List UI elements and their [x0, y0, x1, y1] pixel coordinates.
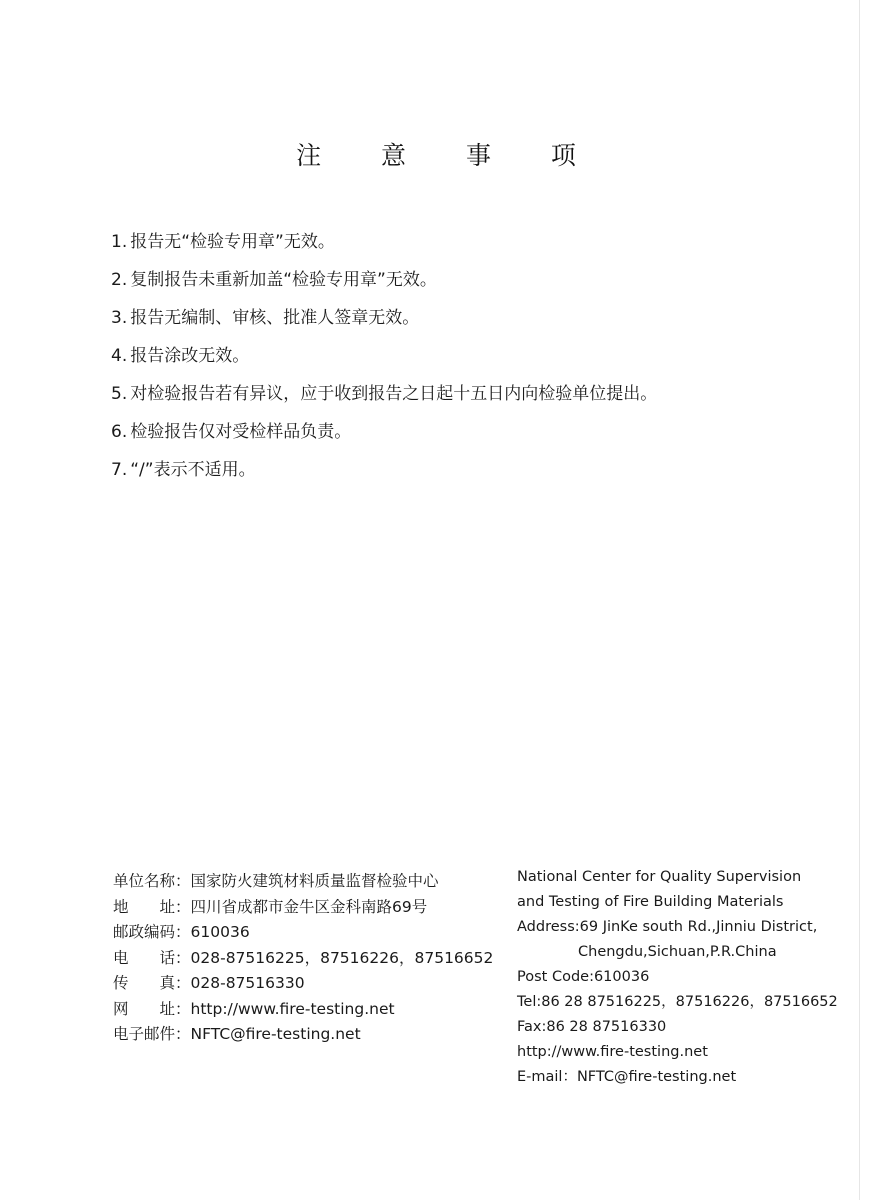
org-name-line2: and Testing of Fire Building Materials: [517, 894, 784, 910]
notice-item: [111, 342, 657, 380]
phone-value: 028-87516225，87516226，87516652: [190, 948, 494, 967]
postcode-row: [113, 921, 513, 947]
email-value: NFTC@fire-testing.net: [190, 1025, 361, 1043]
contact-info-english: [517, 866, 857, 1091]
notice-number: 4.: [111, 346, 128, 366]
phone-label: 电 话：: [113, 948, 191, 967]
postcode-label: 邮政编码：: [113, 923, 191, 941]
website-row: [113, 998, 513, 1024]
postcode-value: 610036: [190, 923, 250, 941]
notice-text: 报告涂改无效。: [130, 346, 250, 366]
address-line1: Address:69 JinKe south Rd.,Jinniu District,: [517, 919, 818, 935]
org-value: 国家防火建筑材料质量监督检验中心: [190, 872, 439, 890]
email-line: E-mail：NFTC@fire-testing.net: [517, 1069, 737, 1085]
fax-label: 传 真：: [113, 974, 191, 992]
notice-item: [111, 456, 657, 494]
website-line: http://www.fire-testing.net: [517, 1044, 708, 1060]
org-label: 单位名称：: [113, 872, 191, 890]
notice-number: 5.: [111, 384, 128, 404]
website-value: http://www.fire-testing.net: [190, 999, 395, 1018]
notice-text: 复制报告未重新加盖“检验专用章”无效。: [130, 270, 437, 290]
fax-value: 028-87516330: [190, 974, 305, 992]
notice-text: 报告无编制、审核、批准人签章无效。: [130, 308, 420, 328]
email-label: 电子邮件：: [113, 1025, 191, 1043]
address-line2: Chengdu,Sichuan,P.R.China: [578, 944, 777, 960]
phone-row: [113, 947, 513, 973]
notice-list: [111, 228, 657, 494]
website-label: 网 址：: [113, 999, 191, 1018]
address-label: 地 址：: [113, 897, 191, 916]
notice-item: [111, 304, 657, 342]
postcode-line: Post Code:610036: [517, 969, 650, 985]
notice-number: 2.: [111, 270, 128, 290]
notice-text: 对检验报告若有异议，应于收到报告之日起十五日内向检验单位提出。: [130, 384, 658, 404]
notice-text: “/”表示不适用。: [130, 460, 256, 480]
address-row: [113, 896, 513, 922]
org-row: [113, 870, 513, 896]
notice-number: 1.: [111, 232, 128, 252]
email-row: [113, 1023, 513, 1049]
notice-item: [111, 418, 657, 456]
org-name-line1: National Center for Quality Supervision: [517, 869, 802, 885]
notice-text: 检验报告仅对受检样品负责。: [130, 422, 352, 442]
page-title: 注 意 事 项: [296, 141, 602, 170]
fax-line: Fax:86 28 87516330: [517, 1019, 667, 1035]
phone-line: Tel:86 28 87516225，87516226，87516652: [517, 994, 838, 1010]
notice-item: [111, 266, 657, 304]
scan-edge-line: [859, 0, 860, 1200]
notice-item: [111, 380, 657, 418]
notice-number: 7.: [111, 460, 128, 480]
notice-text: 报告无“检验专用章”无效。: [130, 232, 335, 252]
notice-item: [111, 228, 657, 266]
address-value: 四川省成都市金牛区金科南路69号: [190, 897, 428, 916]
fax-row: [113, 972, 513, 998]
notice-number: 6.: [111, 422, 128, 442]
notice-number: 3.: [111, 308, 128, 328]
contact-info-chinese: [113, 870, 513, 1049]
